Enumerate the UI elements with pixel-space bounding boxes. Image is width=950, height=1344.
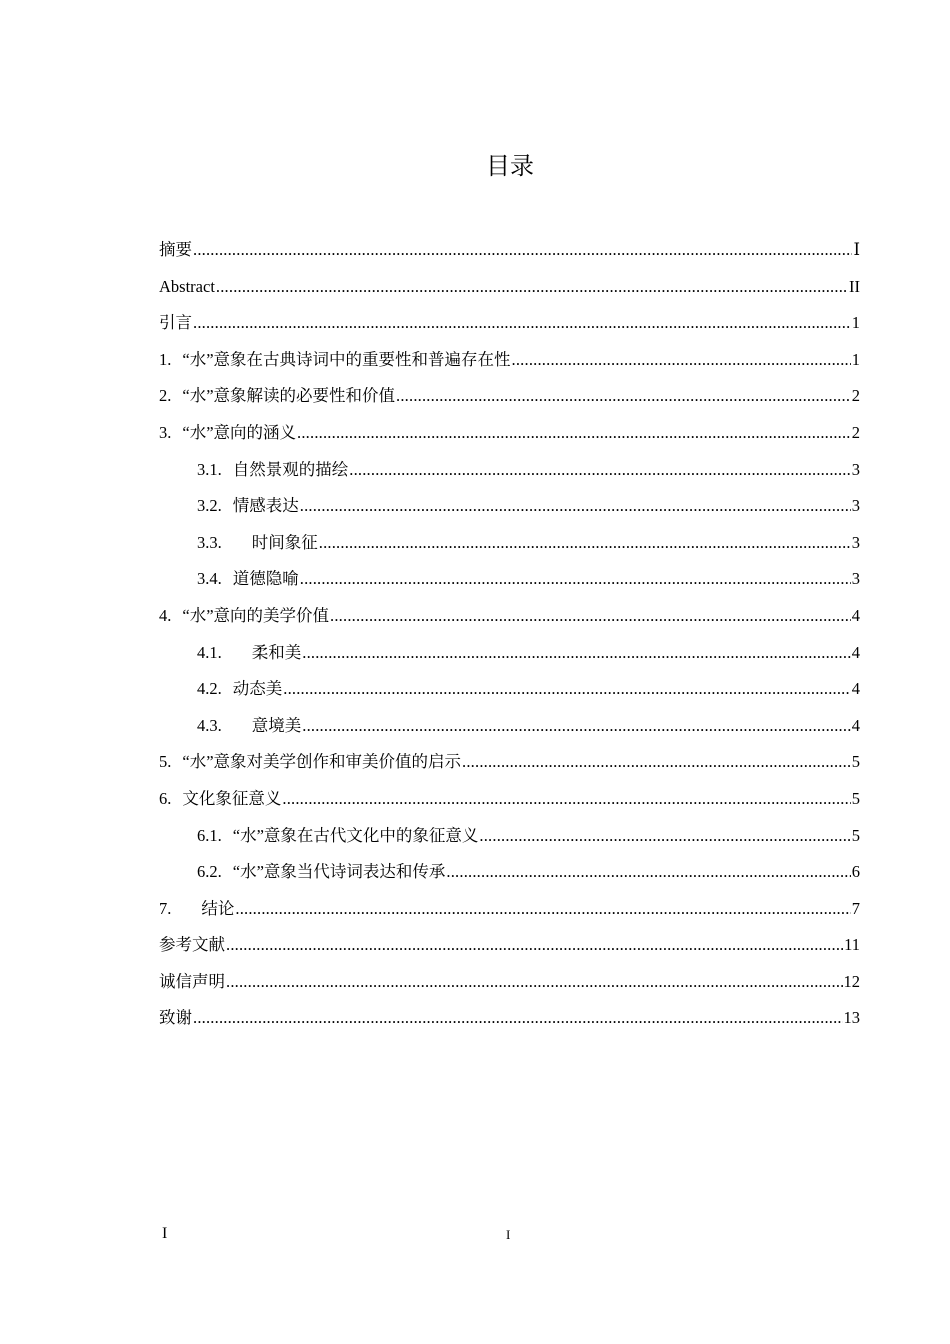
toc-entry-number: 2.: [159, 386, 172, 406]
toc-entry[interactable]: [159, 927, 860, 964]
toc-dot-leader: [282, 781, 850, 818]
toc-entry[interactable]: [159, 378, 860, 415]
toc-entry[interactable]: [159, 305, 860, 342]
toc-entry-page: 5: [851, 788, 860, 808]
toc-entry-number: 3.4.: [197, 569, 222, 589]
toc-dot-leader: [226, 927, 843, 964]
toc-entry-label: “水”意向的涵义: [182, 422, 297, 442]
toc-entry-label: 自然景观的描绘: [232, 459, 349, 479]
toc-dot-leader: [300, 488, 851, 525]
toc-entry-page: 1: [851, 313, 860, 333]
toc-entry-page: 4: [851, 605, 860, 625]
toc-entry[interactable]: [159, 452, 860, 489]
toc-entry-label: Abstract: [159, 276, 215, 296]
toc-entry-page: Ⅰ: [853, 240, 860, 259]
toc-entry-label: 意境美: [251, 715, 302, 735]
toc-dot-leader: [216, 269, 848, 306]
toc-entry-page: 1: [851, 349, 860, 369]
toc-entry-label: “水”意象解读的必要性和价值: [182, 386, 396, 406]
toc-dot-leader: [193, 232, 852, 269]
toc-entry-label: 情感表达: [232, 496, 299, 516]
toc-entry[interactable]: [159, 708, 860, 745]
toc-entry-label: 动态美: [232, 679, 283, 699]
toc-entry-label: “水”意象在古代文化中的象征意义: [232, 825, 479, 845]
toc-entry-page: 2: [851, 386, 860, 406]
toc-entry-page: 11: [844, 935, 860, 955]
toc-entry-page: 4: [851, 642, 860, 662]
toc-dot-leader: [193, 305, 851, 342]
toc-entry[interactable]: [159, 671, 860, 708]
toc-entry-page: 6: [851, 862, 860, 882]
toc-entry-label: 道德隐喻: [232, 569, 299, 589]
toc-dot-leader: [396, 378, 851, 415]
toc-entry-label: 时间象征: [251, 532, 318, 552]
toc-entry-number: 6.1.: [197, 825, 222, 845]
toc-dot-leader: [283, 671, 851, 708]
toc-entry[interactable]: [159, 415, 860, 452]
toc-entry-number: 4.: [159, 605, 172, 625]
toc-entry-page: 4: [851, 715, 860, 735]
footer-page-number-left: I: [162, 1225, 168, 1242]
toc-entry[interactable]: [159, 525, 860, 562]
toc-dot-leader: [479, 818, 850, 855]
toc-entry-number: 3.3.: [197, 532, 222, 552]
toc-entry-number: 3.1.: [197, 459, 222, 479]
toc-dot-leader: [226, 964, 843, 1001]
toc-entry-number: 6.2.: [197, 862, 222, 882]
toc-entry[interactable]: [159, 232, 860, 269]
toc-dot-leader: [193, 1000, 843, 1037]
toc-dot-leader: [235, 891, 850, 928]
toc-entry-number: 6.: [159, 788, 172, 808]
toc-dot-leader: [302, 635, 851, 672]
toc-entry[interactable]: [159, 342, 860, 379]
toc-dot-leader: [330, 598, 851, 635]
toc-entry-label: “水”意象在古典诗词中的重要性和普遍存在性: [182, 349, 511, 369]
toc-dot-leader: [512, 342, 851, 379]
toc-entry-label: 诚信声明: [159, 971, 225, 991]
toc-entry[interactable]: [159, 488, 860, 525]
toc-entry[interactable]: [159, 781, 860, 818]
toc-entry-page: 7: [851, 898, 860, 918]
toc-entry-label: 摘要: [159, 240, 192, 259]
toc-entry-page: 12: [843, 971, 860, 991]
toc-entry[interactable]: [159, 818, 860, 855]
toc-entry-number: 4.2.: [197, 679, 222, 699]
toc-entry-number: 4.1.: [197, 642, 222, 662]
toc-entry-page: II: [849, 276, 860, 296]
toc-dot-leader: [319, 525, 851, 562]
toc-entry[interactable]: [159, 964, 860, 1001]
toc-entry-number: 3.2.: [197, 496, 222, 516]
table-of-contents: [159, 232, 860, 1037]
toc-entry[interactable]: [159, 854, 860, 891]
toc-entry-page: 4: [851, 679, 860, 699]
toc-entry-page: 3: [851, 496, 860, 516]
toc-entry[interactable]: [159, 635, 860, 672]
toc-entry-number: 3.: [159, 422, 172, 442]
toc-entry-page: 5: [851, 825, 860, 845]
toc-entry[interactable]: [159, 269, 860, 306]
toc-dot-leader: [349, 452, 851, 489]
toc-entry-page: 3: [851, 459, 860, 479]
toc-dot-leader: [302, 708, 851, 745]
toc-entry-label: “水”意象当代诗词表达和传承: [232, 862, 446, 882]
toc-entry[interactable]: [159, 561, 860, 598]
toc-entry-label: 引言: [159, 313, 192, 333]
toc-entry-number: 5.: [159, 752, 172, 772]
toc-entry[interactable]: [159, 744, 860, 781]
toc-entry[interactable]: [159, 1000, 860, 1037]
toc-entry-page: 13: [843, 1008, 860, 1028]
toc-entry[interactable]: [159, 891, 860, 928]
toc-entry-label: 结论: [201, 898, 235, 918]
toc-dot-leader: [462, 744, 851, 781]
toc-entry-label: “水”意向的美学价值: [182, 605, 330, 625]
toc-dot-leader: [446, 854, 850, 891]
toc-entry-number: 1.: [159, 349, 172, 369]
toc-entry-label: 参考文献: [159, 935, 225, 955]
toc-title: 目录: [486, 152, 534, 180]
toc-entry-page: 5: [851, 752, 860, 772]
toc-entry-page: 2: [851, 422, 860, 442]
toc-entry-label: 柔和美: [251, 642, 302, 662]
toc-dot-leader: [300, 561, 851, 598]
toc-entry-page: 3: [851, 532, 860, 552]
toc-entry-label: “水”意象对美学创作和审美价值的启示: [182, 752, 462, 772]
toc-dot-leader: [297, 415, 851, 452]
toc-entry[interactable]: [159, 598, 860, 635]
toc-entry-number: 4.3.: [197, 715, 222, 735]
toc-entry-label: 文化象征意义: [182, 788, 282, 808]
toc-entry-page: 3: [851, 569, 860, 589]
toc-entry-number: 7.: [159, 898, 172, 918]
toc-entry-label: 致谢: [159, 1008, 192, 1028]
footer-page-number-center: I: [506, 1227, 511, 1242]
